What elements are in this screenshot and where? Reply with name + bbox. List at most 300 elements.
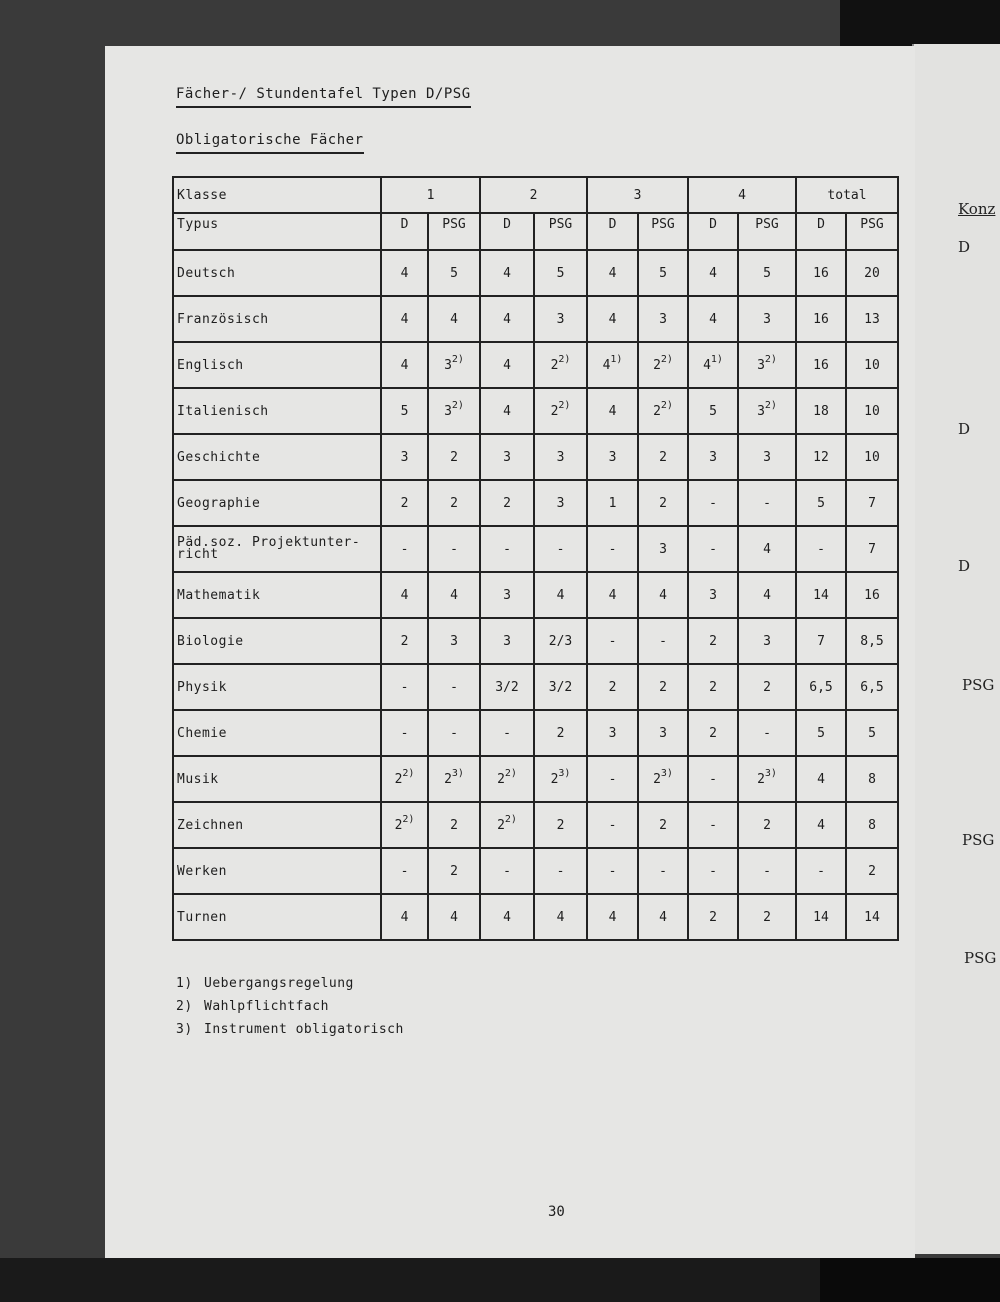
hours-cell — [846, 526, 898, 572]
hours-value: 12 — [813, 449, 829, 465]
hours-cell — [846, 710, 898, 756]
footnote-ref: 2) — [402, 767, 415, 779]
footnote-ref: 2) — [660, 353, 673, 365]
subject-rows — [173, 250, 898, 940]
hours-value: 4 — [556, 587, 565, 603]
hours-value: 3 — [450, 633, 458, 649]
type-header: PSG — [534, 213, 587, 250]
hours-value: 2 — [763, 817, 771, 833]
footnote — [176, 1022, 404, 1037]
hours-value: 4 — [400, 265, 409, 281]
hours-value: 4 — [450, 909, 458, 925]
hours-cell — [688, 756, 738, 802]
hours-cell — [688, 894, 738, 940]
subject-name: Italienisch — [173, 388, 381, 434]
hours-cell — [480, 388, 534, 434]
hours-value: 2 — [653, 771, 661, 787]
hours-value: - — [608, 817, 617, 833]
hours-cell — [638, 802, 688, 848]
hours-value: 4 — [400, 909, 409, 925]
subject-name: Werken — [173, 848, 381, 894]
hours-cell — [534, 526, 587, 572]
hours-value: 3 — [608, 725, 617, 741]
hours-cell — [846, 664, 898, 710]
subject-row — [173, 894, 898, 940]
class-header: 2 — [480, 177, 587, 213]
hours-cell — [587, 894, 638, 940]
hours-value: - — [763, 725, 771, 741]
hours-cell — [688, 710, 738, 756]
hours-value: 4 — [450, 587, 458, 603]
hours-value: - — [503, 725, 511, 741]
adjacent-page-item: D — [958, 420, 971, 438]
hours-cell — [587, 848, 638, 894]
hours-cell — [428, 802, 480, 848]
hours-value: 3 — [608, 449, 617, 465]
hours-value: 4 — [608, 909, 617, 925]
adjacent-page-heading: Konz — [958, 200, 996, 218]
subject-row — [173, 296, 898, 342]
hours-cell — [534, 710, 587, 756]
hours-value: 7 — [817, 633, 825, 649]
hours-cell — [428, 434, 480, 480]
hours-value: - — [817, 863, 825, 879]
hours-cell — [381, 250, 428, 296]
footnote-text: Uebergangsregelung — [204, 976, 354, 991]
hours-value: 16 — [813, 265, 829, 281]
hours-cell — [796, 342, 846, 388]
type-header: D — [796, 213, 846, 250]
hours-value: 2 — [653, 403, 661, 419]
hours-cell — [846, 618, 898, 664]
footnote-text: Wahlpflichtfach — [204, 999, 329, 1014]
subject-name: Chemie — [173, 710, 381, 756]
hours-value: 4 — [703, 357, 711, 373]
hours-cell — [738, 296, 796, 342]
hours-cell — [381, 342, 428, 388]
hours-value: 2 — [450, 449, 458, 465]
adjacent-page-item: PSG — [962, 676, 995, 694]
hours-cell — [428, 296, 480, 342]
hours-cell — [688, 618, 738, 664]
hours-value: 8 — [868, 817, 876, 833]
hours-cell — [587, 664, 638, 710]
hours-value: 2 — [659, 449, 667, 465]
subject-name: Turnen — [173, 894, 381, 940]
hours-cell — [480, 250, 534, 296]
hours-cell — [534, 434, 587, 480]
hours-value: 2/3 — [548, 633, 573, 649]
hours-value: 3 — [757, 357, 765, 373]
hours-value: 6,5 — [809, 679, 833, 695]
hours-cell — [796, 250, 846, 296]
hours-value: 8 — [868, 771, 876, 787]
subject-name: Päd.soz. Projektunter-richt — [173, 526, 381, 572]
hours-value: - — [608, 633, 617, 649]
klasse-label: Klasse — [173, 177, 381, 213]
hours-cell — [534, 296, 587, 342]
hours-value: 16 — [813, 311, 829, 327]
hours-value: 14 — [813, 909, 829, 925]
hours-value: 4 — [556, 909, 565, 925]
hours-value: 3 — [659, 311, 667, 327]
type-header: PSG — [846, 213, 898, 250]
hours-cell — [480, 848, 534, 894]
hours-value: - — [608, 541, 617, 557]
hours-value: 2 — [709, 909, 717, 925]
hours-value: 3 — [763, 311, 771, 327]
hours-cell — [846, 848, 898, 894]
hours-value: 3 — [556, 449, 565, 465]
hours-value: 2 — [608, 679, 617, 695]
hours-cell — [738, 848, 796, 894]
hours-value: 10 — [864, 357, 880, 373]
hours-cell — [796, 572, 846, 618]
hours-cell — [688, 434, 738, 480]
footnote-ref: 3) — [558, 767, 571, 779]
hours-cell — [796, 710, 846, 756]
footnote-ref: 2) — [558, 353, 571, 365]
subject-name: Biologie — [173, 618, 381, 664]
hours-value: 4 — [763, 587, 771, 603]
hours-cell — [688, 572, 738, 618]
hours-value: 2 — [394, 771, 403, 787]
hours-cell — [846, 388, 898, 434]
hours-cell — [846, 756, 898, 802]
hours-cell — [428, 894, 480, 940]
hours-cell — [688, 388, 738, 434]
hours-cell — [587, 250, 638, 296]
hours-value: 4 — [503, 403, 511, 419]
hours-cell — [381, 296, 428, 342]
hours-cell — [796, 664, 846, 710]
type-header: D — [688, 213, 738, 250]
footnote-number: 3) — [176, 1022, 193, 1037]
hours-value: 5 — [450, 265, 458, 281]
hours-value: 3 — [757, 403, 765, 419]
type-header: D — [480, 213, 534, 250]
footnote — [176, 976, 404, 991]
footnotes — [176, 976, 404, 1045]
hours-cell — [381, 756, 428, 802]
hours-cell — [638, 618, 688, 664]
hours-cell — [688, 802, 738, 848]
adjacent-page — [912, 44, 1000, 1254]
hours-value: - — [400, 725, 409, 741]
hours-value: 2 — [659, 495, 667, 511]
hours-cell — [846, 434, 898, 480]
hours-cell — [638, 756, 688, 802]
subject-name: Zeichnen — [173, 802, 381, 848]
subject-name: Geschichte — [173, 434, 381, 480]
subject-row — [173, 618, 898, 664]
hours-cell — [480, 802, 534, 848]
hours-cell — [738, 526, 796, 572]
footnote-number: 2) — [176, 999, 193, 1014]
footnote-ref: 2) — [660, 399, 673, 411]
hours-cell — [587, 434, 638, 480]
subject-row — [173, 802, 898, 848]
hours-cell — [796, 388, 846, 434]
hours-cell — [428, 664, 480, 710]
hours-value: 2 — [556, 817, 565, 833]
hours-value: 14 — [813, 587, 829, 603]
hours-value: - — [659, 863, 667, 879]
hours-cell — [480, 434, 534, 480]
hours-value: - — [659, 633, 667, 649]
hours-value: 5 — [556, 265, 565, 281]
subject-row — [173, 848, 898, 894]
hours-cell — [638, 296, 688, 342]
subject-name: Musik — [173, 756, 381, 802]
subject-row — [173, 434, 898, 480]
hours-cell — [796, 434, 846, 480]
hours-cell — [796, 618, 846, 664]
hours-cell — [534, 342, 587, 388]
hours-cell — [638, 342, 688, 388]
hours-value: - — [400, 679, 409, 695]
hours-value: - — [450, 541, 458, 557]
footnote-number: 1) — [176, 976, 193, 991]
hours-cell — [587, 388, 638, 434]
hours-cell — [738, 618, 796, 664]
hours-value: 4 — [608, 587, 617, 603]
hours-value: - — [709, 863, 717, 879]
hours-value: 13 — [864, 311, 880, 327]
hours-value: 3 — [709, 449, 717, 465]
hours-value: 3 — [444, 403, 452, 419]
type-header: PSG — [428, 213, 480, 250]
subject-row — [173, 342, 898, 388]
hours-cell — [534, 848, 587, 894]
hours-cell — [846, 342, 898, 388]
hours-cell — [428, 250, 480, 296]
hours-value: 1 — [608, 495, 617, 511]
hours-value: - — [709, 495, 717, 511]
hours-cell — [534, 388, 587, 434]
class-header: total — [796, 177, 898, 213]
hours-cell — [688, 296, 738, 342]
hours-cell — [480, 710, 534, 756]
hours-value: 2 — [868, 863, 876, 879]
footnote-ref: 3) — [660, 767, 673, 779]
hours-cell — [381, 434, 428, 480]
footnote-ref: 2) — [504, 767, 517, 779]
hours-value: 3 — [503, 449, 511, 465]
hours-cell — [381, 848, 428, 894]
hours-value: 5 — [659, 265, 667, 281]
adjacent-page-item: D — [958, 238, 971, 256]
hours-value: - — [709, 771, 717, 787]
hours-cell — [638, 664, 688, 710]
hours-value: - — [763, 495, 771, 511]
hours-value: 2 — [444, 771, 452, 787]
hours-value: 3 — [659, 541, 667, 557]
footnote-ref: 1) — [710, 353, 723, 365]
document-page — [105, 46, 915, 1258]
subject-row — [173, 572, 898, 618]
hours-cell — [638, 434, 688, 480]
hours-value: - — [450, 725, 458, 741]
hours-value: 4 — [817, 817, 825, 833]
subject-row — [173, 664, 898, 710]
hours-value: 2 — [550, 357, 559, 373]
hours-cell — [587, 296, 638, 342]
hours-value: 4 — [503, 265, 511, 281]
footnote-ref: 1) — [610, 353, 623, 365]
hours-value: - — [608, 863, 617, 879]
hours-cell — [428, 710, 480, 756]
hours-cell — [534, 756, 587, 802]
hours-cell — [738, 710, 796, 756]
hours-cell — [738, 802, 796, 848]
hours-value: 4 — [450, 311, 458, 327]
footnote-text: Instrument obligatorisch — [204, 1022, 404, 1037]
footnote-ref: 2) — [451, 399, 464, 411]
subject-row — [173, 756, 898, 802]
hours-value: 8,5 — [860, 633, 884, 649]
hours-cell — [738, 572, 796, 618]
hours-value: 10 — [864, 403, 880, 419]
hours-cell — [381, 710, 428, 756]
hours-cell — [587, 572, 638, 618]
class-header: 1 — [381, 177, 480, 213]
hours-cell — [534, 618, 587, 664]
hours-value: 16 — [813, 357, 829, 373]
hours-cell — [796, 756, 846, 802]
hours-cell — [480, 480, 534, 526]
hours-cell — [738, 388, 796, 434]
class-header: 4 — [688, 177, 796, 213]
subject-row — [173, 388, 898, 434]
hours-value: 2 — [394, 817, 403, 833]
hours-cell — [480, 572, 534, 618]
hours-value: 3/2 — [495, 679, 519, 695]
hours-cell — [534, 664, 587, 710]
hours-cell — [638, 848, 688, 894]
hours-value: 4 — [608, 311, 617, 327]
hours-cell — [638, 572, 688, 618]
hours-cell — [846, 296, 898, 342]
hours-cell — [381, 480, 428, 526]
subject-row — [173, 526, 898, 572]
hours-value: 4 — [503, 909, 511, 925]
footnote-ref: 2) — [451, 353, 464, 365]
footnote-ref: 2) — [558, 399, 571, 411]
hours-cell — [638, 388, 688, 434]
hours-value: 4 — [659, 909, 667, 925]
hours-cell — [846, 802, 898, 848]
hours-cell — [428, 572, 480, 618]
hours-cell — [587, 710, 638, 756]
document-title: Fächer-/ Stundentafel Typen D/PSG — [176, 86, 471, 108]
hours-value: 2 — [757, 771, 765, 787]
hours-cell — [587, 618, 638, 664]
type-header: PSG — [638, 213, 688, 250]
hours-cell — [638, 710, 688, 756]
hours-cell — [428, 342, 480, 388]
type-header: D — [381, 213, 428, 250]
subject-row — [173, 710, 898, 756]
hours-value: 2 — [550, 403, 559, 419]
hours-cell — [796, 802, 846, 848]
hours-cell — [534, 250, 587, 296]
hours-value: 7 — [868, 495, 876, 511]
hours-cell — [381, 526, 428, 572]
hours-cell — [480, 894, 534, 940]
subject-name: Mathematik — [173, 572, 381, 618]
hours-cell — [480, 296, 534, 342]
hours-value: 10 — [864, 449, 880, 465]
hours-value: 4 — [608, 403, 617, 419]
footnote-ref: 2) — [764, 399, 777, 411]
hours-cell — [738, 250, 796, 296]
hours-value: 5 — [763, 265, 771, 281]
timetable-grid — [172, 176, 899, 941]
hours-value: - — [763, 863, 771, 879]
hours-value: 3 — [709, 587, 717, 603]
hours-value: - — [503, 863, 511, 879]
hours-value: - — [400, 863, 409, 879]
class-header-row — [173, 177, 898, 213]
subject-name: Geographie — [173, 480, 381, 526]
hours-cell — [688, 250, 738, 296]
hours-cell — [480, 526, 534, 572]
hours-value: 2 — [763, 679, 771, 695]
class-header: 3 — [587, 177, 688, 213]
hours-value: 3/2 — [548, 679, 573, 695]
hours-value: 2 — [709, 633, 717, 649]
hours-cell — [796, 894, 846, 940]
subject-name: Englisch — [173, 342, 381, 388]
hours-cell — [738, 756, 796, 802]
hours-value: - — [556, 863, 565, 879]
hours-cell — [796, 526, 846, 572]
hours-cell — [796, 296, 846, 342]
hours-cell — [480, 664, 534, 710]
hours-cell — [480, 618, 534, 664]
adjacent-page-item: D — [958, 557, 971, 575]
hours-cell — [738, 434, 796, 480]
page-number: 30 — [548, 1204, 565, 1220]
hours-value: 5 — [400, 403, 409, 419]
hours-value: 3 — [400, 449, 409, 465]
hours-value: 2 — [503, 495, 511, 511]
subject-row — [173, 250, 898, 296]
adjacent-page-item: PSG — [962, 831, 995, 849]
hours-value: 2 — [497, 817, 505, 833]
hours-value: 4 — [608, 265, 617, 281]
hours-value: - — [608, 771, 617, 787]
hours-cell — [381, 618, 428, 664]
footnote-ref: 3) — [764, 767, 777, 779]
hours-value: 6,5 — [860, 679, 884, 695]
hours-value: 3 — [763, 633, 771, 649]
hours-value: - — [450, 679, 458, 695]
hours-value: - — [556, 541, 565, 557]
hours-value: 18 — [813, 403, 829, 419]
type-header-row — [173, 213, 898, 250]
hours-value: 2 — [659, 817, 667, 833]
hours-cell — [846, 480, 898, 526]
hours-cell — [534, 802, 587, 848]
hours-value: 2 — [653, 357, 661, 373]
hours-value: 4 — [503, 311, 511, 327]
hours-value: 16 — [864, 587, 880, 603]
hours-cell — [428, 526, 480, 572]
hours-cell — [480, 342, 534, 388]
hours-cell — [738, 664, 796, 710]
